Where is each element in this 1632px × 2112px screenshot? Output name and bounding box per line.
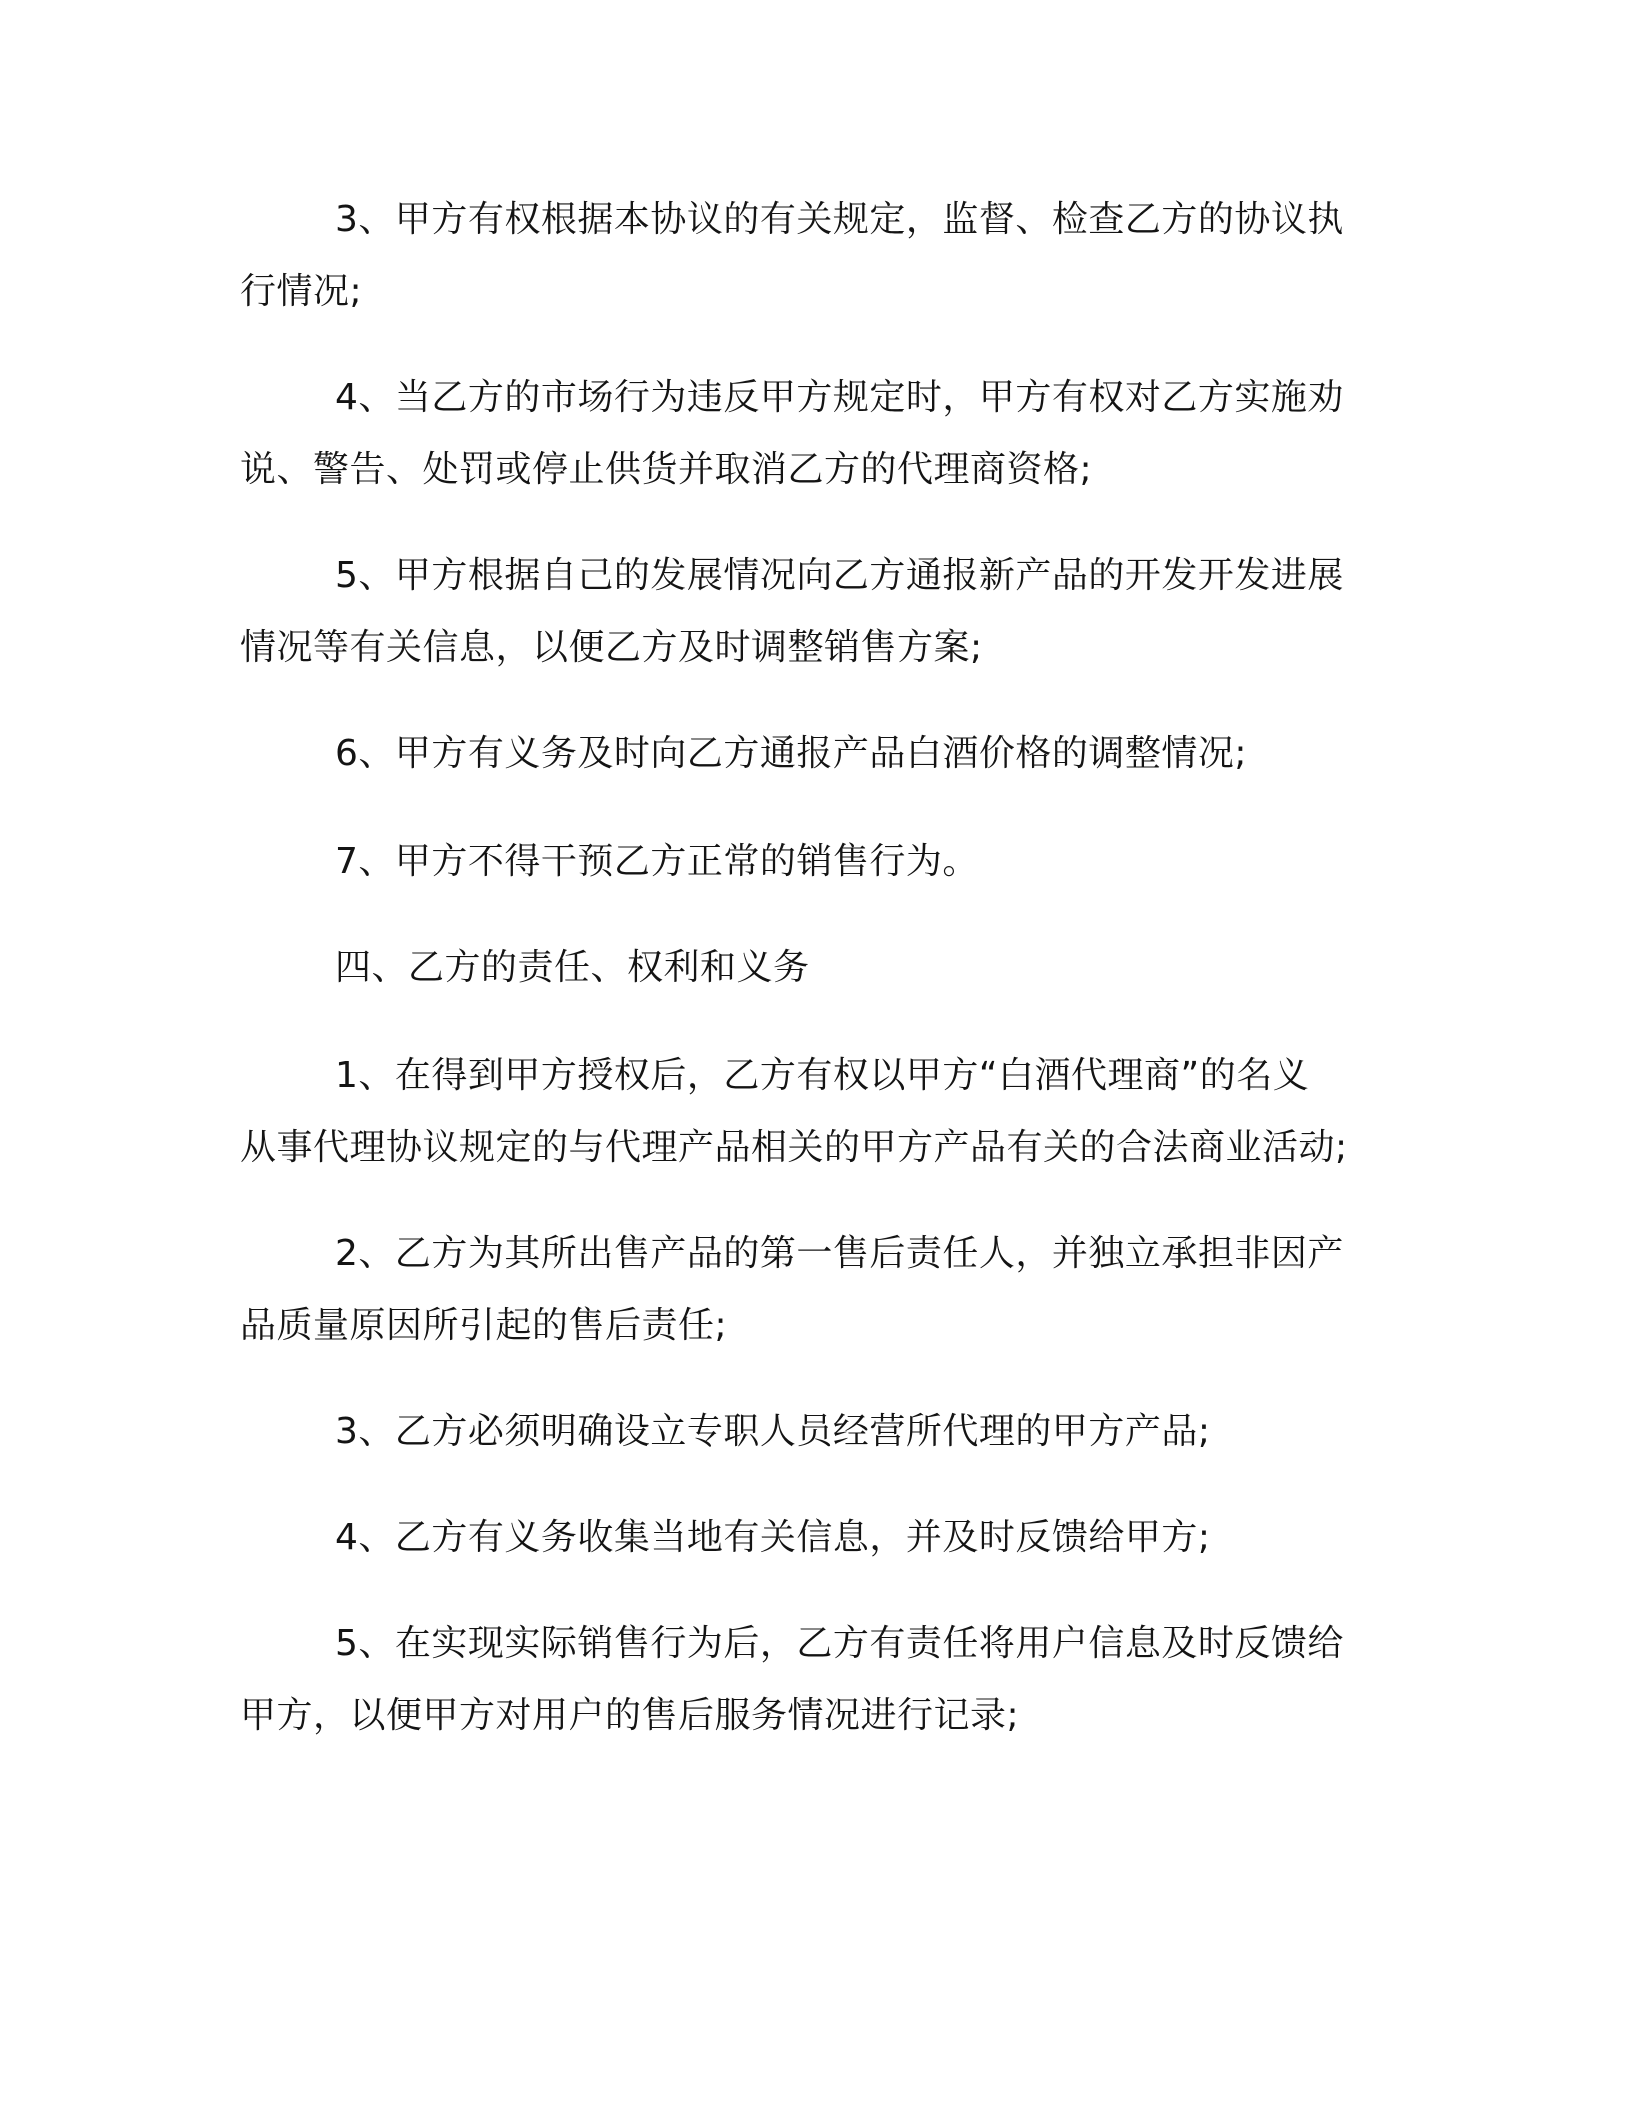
section-heading: 四、乙方的责任、权利和义务 (335, 947, 810, 988)
paragraph-6-line-1: 1、在得到甲方授权后，乙方有权以甲方“白酒代理商”的名义 (335, 1055, 1310, 1096)
paragraph-8-line-1: 3、乙方必须明确设立专职人员经营所代理的甲方产品; (335, 1411, 1211, 1452)
paragraph-1-line-1: 3、甲方有权根据本协议的有关规定，监督、检查乙方的协议执 (335, 199, 1344, 240)
paragraph-3-line-2: 情况等有关信息，以便乙方及时调整销售方案; (240, 627, 983, 668)
paragraph-10-line-2: 甲方，以便甲方对用户的售后服务情况进行记录; (240, 1695, 1020, 1736)
paragraph-7-line-2: 品质量原因所引起的售后责任; (240, 1305, 728, 1346)
paragraph-2-line-1: 4、当乙方的市场行为违反甲方规定时，甲方有权对乙方实施劝 (335, 377, 1344, 418)
paragraph-5-line-1: 7、甲方不得干预乙方正常的销售行为。 (335, 841, 979, 882)
paragraph-6-line-2: 从事代理协议规定的与代理产品相关的甲方产品有关的合法商业活动; (240, 1127, 1348, 1168)
paragraph-3-line-1: 5、甲方根据自己的发展情况向乙方通报新产品的开发开发进展 (335, 555, 1344, 596)
paragraph-2-line-2: 说、警告、处罚或停止供货并取消乙方的代理商资格; (240, 449, 1093, 490)
paragraph-4-line-1: 6、甲方有义务及时向乙方通报产品白酒价格的调整情况; (335, 733, 1248, 774)
paragraph-1-line-2: 行情况; (240, 271, 363, 312)
paragraph-7-line-1: 2、乙方为其所出售产品的第一售后责任人，并独立承担非因产 (335, 1233, 1344, 1274)
paragraph-9-line-1: 4、乙方有义务收集当地有关信息，并及时反馈给甲方; (335, 1517, 1211, 1558)
paragraph-10-line-1: 5、在实现实际销售行为后，乙方有责任将用户信息及时反馈给 (335, 1623, 1344, 1664)
